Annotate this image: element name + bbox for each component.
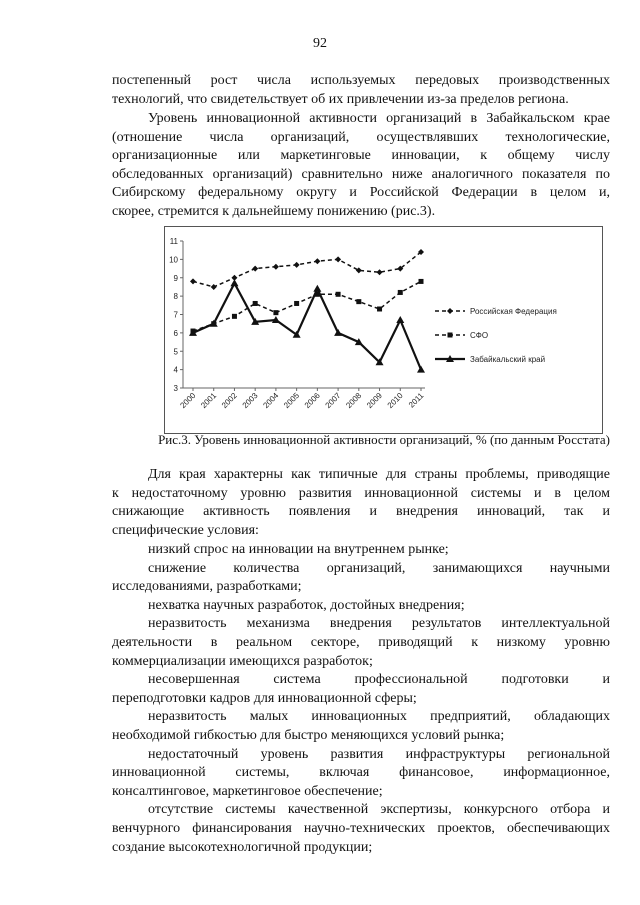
data-point xyxy=(356,299,361,304)
x-tick-label: 2003 xyxy=(240,391,260,410)
list-item-continuation: исследованиями, разработками; xyxy=(112,579,302,595)
data-point xyxy=(211,284,217,290)
text-line: специфические условия: xyxy=(112,522,259,538)
legend-label: СФО xyxy=(470,331,489,340)
x-tick-label: 2011 xyxy=(406,391,426,410)
data-point xyxy=(356,267,362,273)
text-line: Для края характерны как типичные для страны проблемы, приводящие xyxy=(148,467,610,482)
y-tick-label: 3 xyxy=(173,384,178,393)
text-line: Уровень инновационной активности организаций в Забайкальском крае xyxy=(148,111,610,126)
list-item-continuation: венчурного финансирования научно-технических проектов, обеспечивающих xyxy=(112,820,610,836)
x-tick-label: 2000 xyxy=(178,391,198,410)
y-tick-label: 7 xyxy=(173,310,178,320)
series-line-1 xyxy=(193,252,421,287)
page-number: 92 xyxy=(313,36,327,51)
data-point xyxy=(314,258,320,264)
data-point xyxy=(334,329,342,336)
list-item: неразвитость малых инновационных предприятий, обладающих xyxy=(148,709,610,725)
figure-caption: Рис.3. Уровень инновационной активности организаций, % (по данным Росстата) xyxy=(158,432,610,447)
data-point xyxy=(252,266,258,272)
y-tick-label: 4 xyxy=(173,365,178,375)
list-item-continuation: создание высокотехнологичной продукции; xyxy=(112,839,373,855)
text-line: обследованных организаций) сравнительно ниже аналогичного показателя по xyxy=(112,166,610,182)
list-item: низкий спрос на инновации на внутреннем рынке; xyxy=(148,542,449,557)
legend-marker xyxy=(448,333,453,338)
list-item-continuation: инновационной системы, включая финансовое, информационное, xyxy=(112,765,610,781)
list-item: отсутствие системы качественной экспертизы, конкурсного отбора и xyxy=(148,802,610,818)
list-item-continuation: коммерциализации имеющихся разработок; xyxy=(112,653,373,669)
data-point xyxy=(377,269,383,275)
data-point xyxy=(273,310,278,315)
data-point xyxy=(273,264,279,270)
data-point xyxy=(294,301,299,306)
x-tick-label: 2006 xyxy=(302,391,322,410)
problem-list xyxy=(112,541,610,857)
x-tick-label: 2009 xyxy=(365,391,384,410)
data-point xyxy=(313,285,321,292)
x-tick-label: 2010 xyxy=(385,391,405,410)
list-item: снижение количества организаций, занимающихся научными xyxy=(148,560,610,576)
list-item-continuation: консалтинговое, маркетинговое обеспечение; xyxy=(112,783,383,799)
list-item-continuation: необходимой гибкостью для быстро меняющихся условий рынка; xyxy=(112,727,505,743)
line-chart xyxy=(164,226,603,434)
text-line: скорее, стремится к дальнейшему понижению (рис.3). xyxy=(112,203,436,219)
paragraph-top xyxy=(112,72,610,109)
text-line: к недостаточному уровню развития инновационной системы и в целом xyxy=(112,485,610,501)
x-tick-label: 2007 xyxy=(323,391,343,410)
data-point xyxy=(398,290,403,295)
list-item: несовершенная система профессиональной подготовки и xyxy=(148,672,610,688)
text-line: снижающие активность появления и внедрения инноваций, так и xyxy=(112,504,610,520)
data-point xyxy=(190,278,196,284)
legend-label: Российская Федерация xyxy=(470,307,557,316)
data-point xyxy=(232,314,237,319)
text-line: постепенный рост числа используемых передовых производственных xyxy=(112,73,610,88)
text-line: (отношение числа организаций, осуществлявших технологические, xyxy=(112,129,610,145)
x-tick-label: 2002 xyxy=(219,391,239,410)
series-line-3 xyxy=(193,283,421,369)
list-item: недостаточный уровень развития инфраструктуры региональной xyxy=(148,746,610,762)
y-tick-label: 11 xyxy=(169,237,178,246)
x-tick-label: 2005 xyxy=(282,391,302,410)
text-line: технологий, что свидетельствует об их привлечении из-за пределов региона. xyxy=(112,91,569,107)
y-tick-label: 9 xyxy=(173,273,178,283)
data-point xyxy=(335,256,341,262)
data-point xyxy=(294,262,300,268)
paragraph-problems xyxy=(112,466,610,540)
chart-svg xyxy=(165,227,602,433)
list-item-continuation: переподготовки кадров для инновационной сферы; xyxy=(112,690,417,706)
data-point xyxy=(230,279,238,286)
x-tick-label: 2004 xyxy=(261,391,281,410)
data-point xyxy=(377,306,382,311)
x-tick-label: 2008 xyxy=(344,391,364,410)
text-line: Сибирскому федеральному округу и Российской Федерации в целом и, xyxy=(112,185,610,201)
data-point xyxy=(253,301,258,306)
list-item: неразвитость механизма внедрения результатов интеллектуальной xyxy=(148,616,610,632)
data-point xyxy=(396,316,404,323)
data-point xyxy=(419,279,424,284)
legend-label: Забайкальский край xyxy=(470,355,546,364)
x-tick-label: 2001 xyxy=(199,391,219,410)
list-item-continuation: деятельности в реальном секторе, приводящий к низкому уровню xyxy=(112,634,610,650)
list-item: нехватка научных разработок, достойных внедрения; xyxy=(148,597,465,613)
y-tick-label: 5 xyxy=(173,347,178,357)
y-tick-label: 6 xyxy=(173,328,178,338)
data-point xyxy=(336,292,341,297)
paragraph-innovation-level xyxy=(112,110,610,222)
series-line-2 xyxy=(193,281,421,331)
legend-marker xyxy=(447,308,453,314)
text-line: организационные или маркетинговые инновации, к общему числу xyxy=(112,148,610,164)
y-tick-label: 8 xyxy=(173,292,178,302)
y-tick-label: 10 xyxy=(169,255,178,265)
data-point xyxy=(417,366,425,373)
